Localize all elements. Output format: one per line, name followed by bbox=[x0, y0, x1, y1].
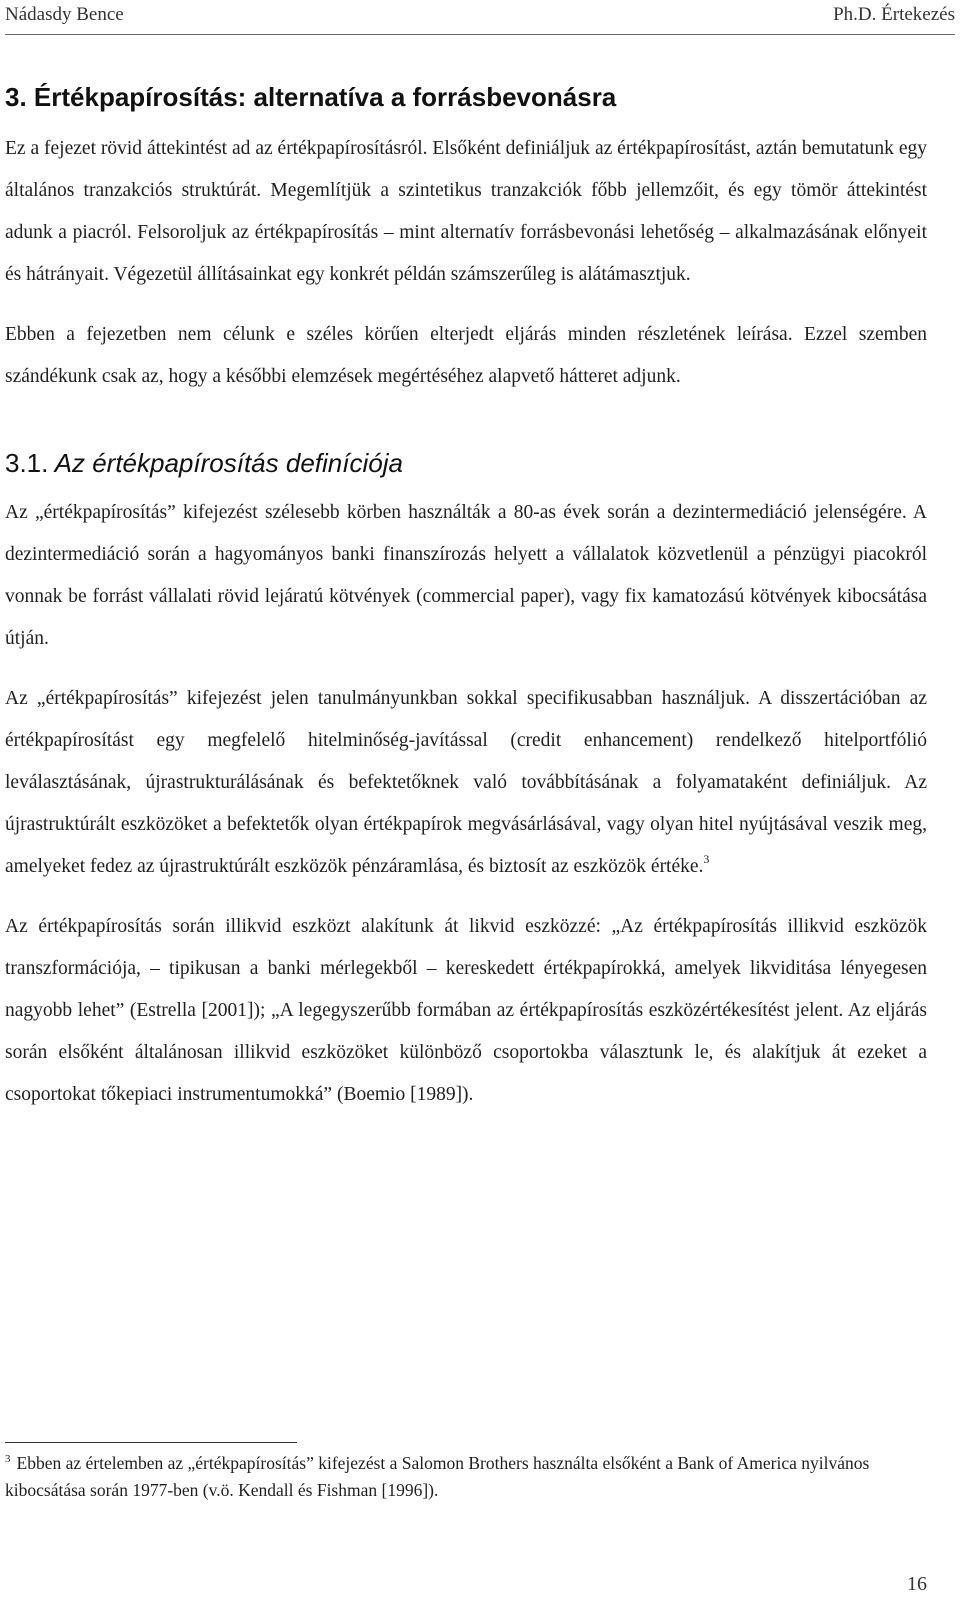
section-paragraph-3: Az értékpapírosítás során illikvid eszközt alakítunk át likvid eszközzé: „Az értékpapírosítás illikvid eszközök transzformációja, – tipikusan a banki mérlegekből – kereskedett értékpapírokká, amelyek likviditása lényegesen nagyobb lehet” (Estrella [2001]); „A legegyszerűbb formában az értékpapírosítás eszközértékesítést jelent. Az eljárás során elsőként általánosan illikvid eszközöket különböző csoportokba választunk le, és alakítjuk át ezeket a csoportokat tőkepiaci instrumentumokká” (Boemio [1989]). bbox=[5, 916, 927, 1105]
footnote-separator bbox=[5, 1442, 297, 1443]
header-author: Nádasdy Bence bbox=[5, 4, 124, 25]
running-header bbox=[5, 4, 955, 28]
section-title bbox=[5, 448, 927, 478]
page-number: 16 bbox=[907, 1573, 927, 1595]
section-paragraph-2 bbox=[5, 678, 927, 888]
page-body bbox=[5, 82, 927, 1116]
footnote-text: Ebben az értelemben az „értékpapírosítás” kifejezést a Salomon Brothers használta elsőként a Bank of America nyilvános kibocsátása során 1977-ben (v.ö. Kendall és Fishman [1996]). bbox=[5, 1453, 870, 1500]
chapter-title: 3. Értékpapírosítás: alternatíva a forrásbevonásra bbox=[5, 82, 617, 112]
footnote bbox=[5, 1450, 927, 1504]
section-paragraph-1: Az „értékpapírosítás” kifejezést szélesebb körben használták a 80-as évek során a dezintermediáció jelenségére. A dezintermediáció során a hagyományos banki finanszírozás helyett a vállalatok közvetlenül a pénzügyi piacokról vonnak be forrást vállalati rövid lejáratú kötvények (commercial paper), vagy fix kamatozású kötvények kibocsátása útján. bbox=[5, 502, 927, 649]
intro-paragraph-1: Ez a fejezet rövid áttekintést ad az értékpapírosításról. Elsőként definiáljuk az értékpapírosítást, aztán bemutatunk egy általános tranzakciós struktúrát. Megemlítjük a szintetikus tranzakciók főbb jellemzőit, és egy tömör áttekintést adunk a piacról. Felsoroljuk az értékpapírosítás – mint alternatív forrásbevonási lehetőség – alkalmazásának előnyeit és hátrányait. Végezetül állításainkat egy konkrét példán számszerűleg is alátámasztjuk. bbox=[5, 138, 927, 285]
intro-paragraph-2: Ebben a fejezetben nem célunk e széles körűen elterjedt eljárás minden részletének leírása. Ezzel szemben szándékunk csak az, hogy a későbbi elemzések megértéséhez alapvető hátteret adjunk. bbox=[5, 324, 927, 387]
footnote-reference[interactable]: 3 bbox=[703, 852, 710, 866]
section-paragraph-2-text: Az „értékpapírosítás” kifejezést jelen tanulmányunkban sokkal specifikusabban használjuk. A disszertációban az értékpapírosítást egy megfelelő hitelminőség-javítással (credit enhancement) rendelkező hitelportfólió leválasztásának, újrastrukturálásának és befektetőknek való továbbításának a folyamataként definiáljuk. Az újrastruktúrált eszközöket a befektetők olyan értékpapírok megvásárlásával, vagy olyan hitel nyújtásával veszik meg, amelyeket fedez az újrastruktúrált eszközök pénzáramlása, és biztosít az eszközök értéke. bbox=[5, 688, 927, 877]
footnote-marker: 3 bbox=[5, 1453, 11, 1465]
header-doc-type: Ph.D. Értekezés bbox=[833, 4, 955, 25]
header-rule bbox=[5, 34, 955, 35]
section-title-text: Az értékpapírosítás definíciója bbox=[54, 448, 403, 478]
section-number: 3.1. bbox=[5, 448, 49, 478]
